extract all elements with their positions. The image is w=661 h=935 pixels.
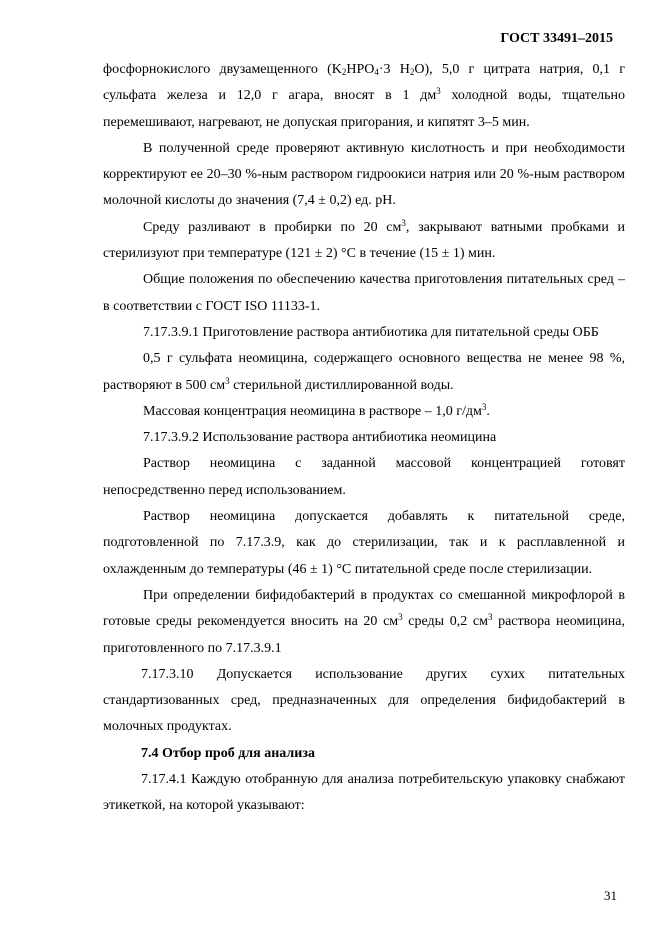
clause-7-17-3-10: 7.17.3.10 Допускается использование других сухих питательных стандартизованных сред, предназначенных для определения бифидобактерий в молочных продуктах. xyxy=(103,666,625,735)
paragraph-quality-provisions: Общие положения по обеспечению качества приготовления питательных сред – в соответствии с ГОСТ ISO 11133-1. xyxy=(103,272,625,314)
paragraph-mixed-microflora xyxy=(103,583,625,662)
superscript: 3 xyxy=(225,375,230,386)
clause-7-17-4-1: 7.17.4.1 Каждую отобранную для анализа потребительскую упаковку снабжают этикеткой, на которой указывают: xyxy=(103,772,625,814)
subscript: 4 xyxy=(374,67,379,77)
superscript: 3 xyxy=(398,612,403,623)
text-fragment: среды 0,2 см xyxy=(402,614,488,630)
text-fragment: холодной воды, тщательно перемешивают, нагревают, не допуская пригорания, и кипятят 3–5 мин. xyxy=(103,88,626,130)
superscript: 3 xyxy=(436,86,441,97)
text-fragment: ·3 H xyxy=(378,62,410,77)
subscript: 2 xyxy=(341,67,347,77)
text-fragment: HPO xyxy=(346,62,375,77)
document-code-header: ГОСТ 33491–2015 xyxy=(500,31,613,46)
superscript: 3 xyxy=(401,217,406,228)
text-fragment: . xyxy=(486,403,490,419)
text-fragment: Массовая концентрация неомицина в растворе – 1,0 г/дм xyxy=(143,403,482,419)
subscript: 2 xyxy=(409,67,415,77)
paragraph-mass-concentration xyxy=(103,399,625,425)
text-fragment: , закрывают ватными пробками и стерилизуют при температуре (121 ± 2) °С в течение (15 ± 1) мин. xyxy=(103,219,625,262)
text-fragment: При определении бифидобактерий в продуктах со смешанной микрофлорой в готовые среды рекомендуется вносить на 20 см xyxy=(103,587,625,630)
text-fragment: стерильной дистиллированной воды. xyxy=(229,377,454,393)
document-body xyxy=(103,57,625,820)
text-fragment: раствора неомицина, приготовленного по 7.17.3.9.1 xyxy=(103,614,625,656)
text-fragment: Среду разливают в пробирки по 20 см xyxy=(143,219,402,235)
superscript: 3 xyxy=(481,401,487,412)
paragraph-composition-continued xyxy=(103,57,625,136)
paragraph-prepare-before-use: Раствор неомицина с заданной массовой концентрацией готовят непосредственно перед использованием. xyxy=(103,456,625,498)
page-number: 31 xyxy=(604,888,617,903)
section-heading-sampling: 7.4 Отбор проб для анализа xyxy=(141,745,315,761)
text-fragment: 0,5 г сульфата неомицина, содержащего основного вещества не менее 98 %, растворяют в 500 см xyxy=(103,351,625,393)
clause-7-17-3-9-1: 7.17.3.9.1 Приготовление раствора антибиотика для питательной среды ОББ xyxy=(143,324,599,340)
paragraph-neomycin-dissolve xyxy=(103,346,625,399)
paragraph-acidity: В полученной среде проверяют активную кислотность и при необходимости корректируют ее 20–30 %-ным раствором гидроокиси натрия или 20 %-ным раствором молочной кислоты до значения (7,4 ± 0,2) ед. рН. xyxy=(103,140,625,209)
clause-7-17-3-9-2: 7.17.3.9.2 Использование раствора антибиотика неомицина xyxy=(143,430,497,446)
paragraph-adding-solution: Раствор неомицина допускается добавлять к питательной среде, подготовленной по 7.17.3.9, как до стерилизации, так и к расплавленной и охлажденным до температуры (46 ± 1) °С питательной среде после стерилизации. xyxy=(103,509,625,577)
text-fragment: фосфорнокислого двузамещенного (K xyxy=(103,62,342,77)
superscript: 3 xyxy=(487,612,493,623)
text-fragment: O), 5,0 г цитрата натрия, 0,1 г сульфата железа и 12,0 г агара, вносят в 1 дм xyxy=(103,62,625,104)
paragraph-sterilization xyxy=(103,215,625,268)
